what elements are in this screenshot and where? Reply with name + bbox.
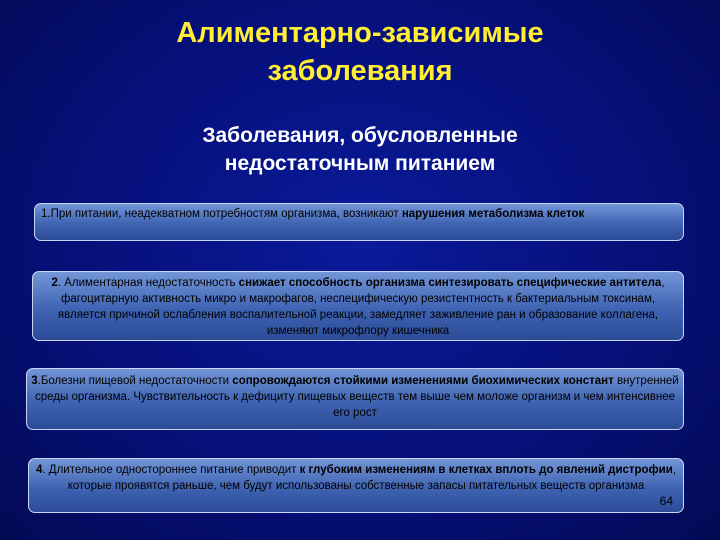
point-4-text-a: . Длительное одностороннее питание приводит — [42, 464, 300, 476]
point-box-4 — [28, 458, 684, 513]
slide-title-line1: Алиментарно-зависимые — [176, 17, 544, 49]
point-3-number: 3 — [31, 375, 38, 387]
slide-subtitle-line1: Заболевания, обусловленные — [202, 124, 518, 147]
point-box-3 — [26, 368, 684, 430]
point-4-text-b: , которые проявятся раньше, чем будут использованы собственные запасы питательных веществ организма — [67, 464, 676, 492]
point-box-2 — [32, 271, 684, 341]
point-box-1 — [34, 203, 684, 241]
slide-title-line2: заболевания — [267, 55, 453, 87]
point-3-text-a: .Болезни пищевой недостаточности — [37, 375, 233, 387]
point-3-text-b: внутренней среды организма. Чувствительность к дефициту пищевых веществ тем выше чем моложе организм и чем интенсивнее его рост — [35, 375, 679, 419]
point-2-number: 2 — [51, 277, 58, 289]
point-1-text: 1.При питании, неадекватном потребностям организма, возникают — [41, 208, 402, 220]
point-1-bold: нарушения метаболизма клеток — [401, 208, 585, 220]
slide-title — [0, 14, 720, 90]
slide-subtitle-line2: недостаточным питанием — [224, 152, 496, 175]
point-2-text-b: , фагоцитарную активность микро и макрофагов, неспецифическую резистентность к бактериальным токсинам, является причиной ослабления воспалительной реакции, замедляет заживление ран и образование коллагена, изменяют микрофлору кишечника — [57, 277, 665, 337]
page-number: 64 — [659, 494, 673, 508]
point-2-bold: снижает способность организма синтезировать специфические антитела — [238, 277, 662, 289]
point-3-bold: сопровождаются стойкими изменениями биохимических констант — [232, 375, 614, 387]
point-4-bold: к глубоким изменениям в клетках вплоть до явлений дистрофии — [299, 464, 673, 476]
slide-subtitle — [0, 122, 720, 178]
point-4-number: 4 — [36, 464, 43, 476]
point-2-text-a: . Алиментарная недостаточность — [57, 277, 239, 289]
